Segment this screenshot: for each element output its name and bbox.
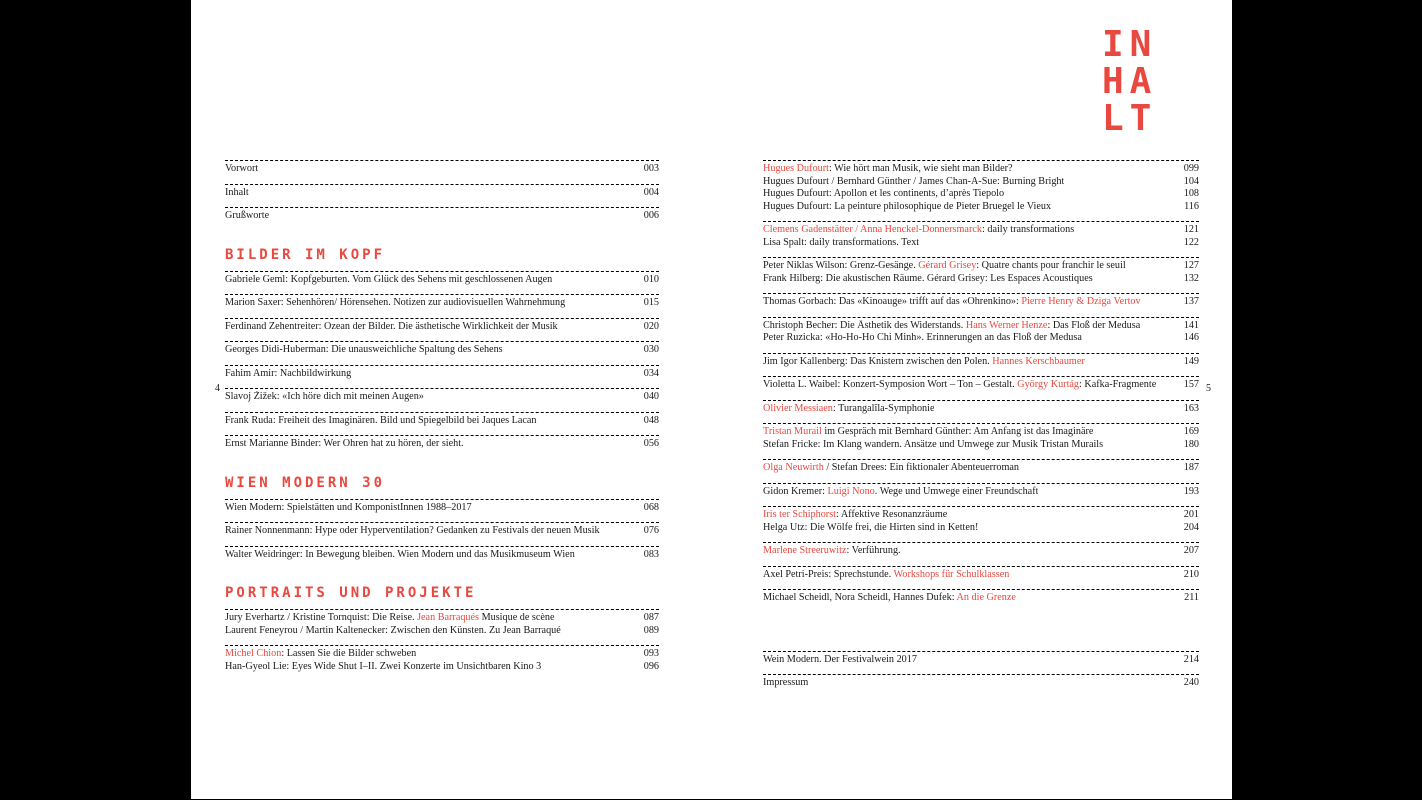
toc-entry — [225, 612, 659, 625]
page-number: 093 — [643, 648, 659, 659]
toc-entry — [225, 368, 659, 381]
entry-title — [763, 296, 1141, 309]
toc-entry — [225, 438, 659, 451]
toc-entry — [225, 321, 659, 334]
entry-title — [763, 592, 1016, 605]
logo-line-2: HA — [1102, 61, 1158, 102]
page-number: 193 — [1183, 485, 1199, 497]
entry-text: Laurent Feneyrou / Martin Kaltenecker: Zwischen den Künsten. Zu Jean Barraqué — [225, 624, 561, 636]
entry-title — [225, 163, 258, 176]
page-number: 004 — [643, 186, 659, 198]
highlighted-name: Clemens Gadenstätter / Anna Henckel-Donnersmarck — [763, 224, 982, 235]
entry-title — [225, 297, 565, 310]
entry-text: Michael Scheidl, Nora Scheidl, Hannes Dufek: — [763, 592, 957, 603]
toc-group — [225, 184, 659, 200]
page-number: 180 — [1183, 438, 1199, 450]
entry-text: im Gespräch mit Bernhard Günther: Am Anfang ist das Imaginäre — [821, 426, 1094, 437]
highlighted-name: Hugues Dufourt — [763, 163, 829, 174]
entry-title — [763, 509, 947, 522]
page-number: 104 — [1183, 175, 1199, 187]
entry-title — [763, 163, 1013, 176]
page-number: 076 — [643, 525, 659, 536]
toc-group — [225, 294, 659, 310]
highlighted-name: Michel Chion — [225, 648, 282, 659]
toc-entry — [763, 426, 1199, 439]
toc-entry — [763, 332, 1199, 345]
toc-group — [763, 651, 1199, 667]
entry-text: Ernst Marianne Binder: Wer Ohren hat zu hören, der sieht. — [225, 438, 464, 449]
page-number: 083 — [643, 548, 659, 560]
toc-entry — [225, 415, 659, 428]
page-number: 122 — [1183, 236, 1199, 248]
entry-title — [763, 654, 917, 667]
entry-title — [763, 439, 1103, 452]
toc-group — [763, 317, 1199, 345]
entry-title — [763, 176, 1064, 189]
entry-title — [763, 569, 1009, 582]
highlighted-name: Olga Neuwirth — [763, 462, 824, 473]
entry-text: Georges Didi-Huberman: Die unausweichliche Spaltung des Sehens — [225, 344, 503, 355]
toc-group — [225, 522, 659, 538]
section-heading: WIEN MODERN 30 — [225, 474, 386, 491]
entry-title — [225, 415, 537, 428]
entry-title — [763, 545, 901, 558]
entry-text: Wein Modern. Der Festivalwein 2017 — [763, 653, 917, 665]
highlighted-name: An die Grenze — [956, 592, 1016, 603]
section-heading: PORTRAITS UND PROJEKTE — [225, 585, 477, 601]
toc-entry — [763, 163, 1199, 176]
page-number-right: 5 — [1206, 383, 1211, 394]
page-number: 210 — [1183, 568, 1199, 580]
toc-group — [225, 609, 659, 637]
toc-entry — [763, 379, 1199, 392]
entry-title — [763, 379, 1156, 392]
entry-text: Frank Ruda: Freiheit des Imaginären. Bild und Spiegelbild bei Jaques Lacan — [225, 414, 537, 426]
entry-text: Rainer Nonnenmann: Hype oder Hyperventilation? Gedanken zu Festivals der neuen Musik — [225, 525, 600, 536]
page-number: 068 — [643, 501, 659, 513]
entry-text: Jim Igor Kallenberg: Das Knistern zwischen den Polen. — [763, 355, 993, 367]
highlighted-name: Marlene Streeruwitz — [763, 545, 847, 556]
page-number: 141 — [1183, 319, 1199, 331]
toc-entry — [225, 549, 659, 562]
page-number: 149 — [1183, 355, 1199, 367]
page-number: 146 — [1183, 332, 1199, 343]
entry-title — [763, 224, 1074, 237]
toc-group — [763, 423, 1199, 451]
entry-text: Hugues Dufourt: La peinture philosophique de Pieter Bruegel le Vieux — [763, 200, 1052, 212]
page-number: 034 — [643, 367, 659, 379]
toc-entry — [763, 677, 1199, 690]
toc-group — [225, 546, 659, 562]
toc-entry — [763, 188, 1199, 201]
entry-text: : Verführung. — [846, 545, 901, 556]
entry-title — [763, 403, 934, 416]
page-number: 137 — [1183, 296, 1199, 307]
entry-title — [225, 661, 541, 674]
entry-text: Impressum — [763, 677, 809, 688]
toc-entry — [763, 654, 1199, 667]
page-number-left: 4 — [215, 383, 220, 394]
page-number: 157 — [1183, 379, 1199, 390]
entry-title — [763, 201, 1051, 214]
page-number: 132 — [1183, 272, 1199, 284]
entry-text: Musique de scène — [479, 612, 555, 623]
toc-group — [763, 400, 1199, 416]
toc-entry — [763, 462, 1199, 475]
page-number: 121 — [1183, 224, 1199, 235]
entry-title — [225, 368, 351, 381]
page-number: 169 — [1183, 426, 1199, 437]
highlighted-name: Hannes Kerschbaumer — [992, 355, 1085, 367]
entry-title — [225, 549, 575, 562]
entry-text: . Wege und Umwege einer Freundschaft — [874, 485, 1039, 497]
toc-entry — [225, 163, 659, 176]
toc-group — [225, 271, 659, 287]
toc-group — [763, 566, 1199, 582]
toc-entry — [225, 625, 659, 638]
page-number: 240 — [1183, 677, 1199, 688]
entry-text: Vorwort — [225, 163, 259, 174]
entry-title — [225, 502, 472, 515]
page-number: 030 — [643, 344, 659, 355]
entry-text: : daily transformations — [981, 224, 1075, 235]
section-gap — [763, 613, 1199, 651]
highlighted-name: Pierre Henry & Dziga Vertov — [1021, 296, 1141, 307]
entry-text: Grußworte — [225, 210, 270, 221]
page-number: 020 — [643, 320, 659, 332]
logo-line-3: LT — [1102, 98, 1158, 139]
page-number: 099 — [1183, 163, 1199, 174]
toc-entry — [225, 344, 659, 357]
entry-title — [763, 273, 1093, 286]
entry-text: : Kafka-Fragmente — [1079, 379, 1157, 390]
highlighted-name: Gérard Grisey — [918, 260, 977, 271]
toc-entry — [763, 522, 1199, 535]
toc-entry — [763, 201, 1199, 214]
toc-entry — [763, 273, 1199, 286]
entry-text: Fahim Amir: Nachbildwirkung — [225, 367, 352, 379]
entry-text: Axel Petri-Preis: Sprechstunde. — [763, 568, 894, 580]
entry-title — [225, 625, 561, 638]
entry-title — [763, 332, 1082, 345]
toc-entry — [763, 296, 1199, 309]
toc-entry — [225, 391, 659, 404]
toc-entry — [763, 439, 1199, 452]
toc-entry — [225, 297, 659, 310]
toc-left-column — [225, 160, 659, 681]
entry-title — [225, 648, 416, 661]
highlighted-name: Iris ter Schiphorst — [763, 509, 836, 520]
entry-text: Han-Gyeol Lie: Eyes Wide Shut I–II. Zwei Konzerte im Unsichtbaren Kino 3 — [225, 660, 542, 672]
entry-text: Hugues Dufourt / Bernhard Günther / James Chan-A-Sue: Burning Bright — [763, 175, 1065, 187]
entry-title — [763, 320, 1140, 333]
entry-text: Gidon Kremer: — [763, 485, 828, 497]
toc-group — [225, 412, 659, 428]
toc-entry — [225, 210, 659, 223]
entry-title — [763, 188, 1004, 201]
inhalt-logo — [1102, 26, 1157, 137]
page-number: 187 — [1183, 462, 1199, 473]
entry-text: : Wie hört man Musik, wie sieht man Bilder? — [828, 163, 1013, 174]
entry-text: : Quatre chants pour franchir le seuil — [976, 260, 1126, 271]
entry-text: Thomas Gorbach: Das «Kinoauge» trifft auf das «Ohrenkino»: — [763, 296, 1022, 307]
toc-entry — [763, 545, 1199, 558]
entry-title — [225, 438, 464, 451]
highlighted-name: Olivier Messiaen — [763, 402, 833, 414]
entry-title — [763, 677, 808, 690]
highlighted-name: György Kurtág — [1017, 379, 1080, 390]
toc-entry — [763, 509, 1199, 522]
toc-group — [763, 506, 1199, 534]
entry-text: Marion Saxer: Sehenhören/ Hörensehen. Notizen zur audiovisuellen Wahrnehmung — [225, 297, 566, 308]
logo-line-1: IN — [1102, 24, 1158, 65]
entry-text: Helga Utz: Die Wölfe frei, die Hirten sind in Ketten! — [763, 521, 979, 533]
entry-text: Peter Ruzicka: «Ho-Ho-Ho Chi Minh». Erinnerungen an das Floß der Medusa — [763, 332, 1082, 343]
entry-title — [225, 612, 555, 625]
toc-group — [225, 160, 659, 176]
page-number: 015 — [643, 297, 659, 308]
entry-text: Stefan Fricke: Im Klang wandern. Ansätze und Umwege zur Musik Tristan Murails — [763, 438, 1104, 450]
entry-text: / Stefan Drees: Ein fiktionaler Abenteuerroman — [823, 462, 1020, 473]
entry-title — [225, 525, 600, 538]
entry-text: Wien Modern: Spielstätten und KomponistInnen 1988–2017 — [225, 501, 472, 513]
entry-text: : Turangalîla-Symphonie — [832, 402, 935, 414]
toc-group — [763, 221, 1199, 249]
toc-entry — [763, 356, 1199, 369]
toc-group — [225, 435, 659, 451]
page-number: 089 — [643, 624, 659, 636]
toc-entry — [225, 661, 659, 674]
toc-group — [225, 499, 659, 515]
page-number: 163 — [1183, 402, 1199, 414]
toc-group — [225, 207, 659, 223]
page-number: 204 — [1183, 521, 1199, 533]
toc-entry — [763, 569, 1199, 582]
entry-title — [225, 344, 503, 357]
page-number: 116 — [1184, 200, 1199, 212]
toc-entry — [225, 648, 659, 661]
entry-text: Slavoj Žižek: «Ich höre dich mit meinen Augen» — [225, 391, 424, 402]
toc-entry — [763, 592, 1199, 605]
toc-group — [225, 341, 659, 357]
page-number: 207 — [1183, 545, 1199, 556]
highlighted-name: Hans Werner Henze — [965, 319, 1048, 331]
entry-text: Peter Niklas Wilson: Grenz-Gesänge. — [763, 260, 919, 271]
entry-title — [763, 356, 1085, 369]
book-spread — [191, 0, 1232, 799]
toc-group — [225, 365, 659, 381]
page-number: 040 — [643, 391, 659, 402]
entry-title — [225, 321, 558, 334]
entry-text: : Lassen Sie die Bilder schweben — [281, 648, 417, 659]
entry-text: Hugues Dufourt: Apollon et les continents, d’après Tiepolo — [763, 188, 1005, 199]
toc-entry — [225, 525, 659, 538]
entry-title — [225, 187, 249, 200]
highlighted-name: Jean Barraqués — [417, 612, 480, 623]
entry-title — [763, 486, 1038, 499]
toc-group — [763, 542, 1199, 558]
entry-title — [763, 522, 978, 535]
toc-group — [763, 483, 1199, 499]
toc-group — [763, 459, 1199, 475]
entry-title — [763, 260, 1126, 273]
page-number: 006 — [643, 210, 659, 221]
entry-title — [763, 426, 1093, 439]
entry-text: : Affektive Resonanzräume — [836, 509, 948, 520]
entry-title — [763, 462, 1019, 475]
entry-title — [763, 237, 919, 250]
page-number: 201 — [1183, 509, 1199, 520]
entry-text: Walter Weidringer: In Bewegung bleiben. Wien Modern und das Musikmuseum Wien — [225, 548, 575, 560]
entry-text: Lisa Spalt: daily transformations. Text — [763, 236, 920, 248]
entry-title — [225, 274, 552, 287]
page-number: 108 — [1183, 188, 1199, 199]
toc-group — [225, 645, 659, 673]
toc-entry — [763, 237, 1199, 250]
toc-right-column — [763, 160, 1199, 698]
page-number: 087 — [643, 612, 659, 623]
entry-text: Jury Everhartz / Kristine Tornquist: Die Reise. — [225, 612, 418, 623]
entry-text: Frank Hilberg: Die akustischen Räume. Gérard Grisey: Les Espaces Acoustiques — [763, 272, 1093, 284]
entry-text: Inhalt — [225, 186, 249, 198]
page-number: 048 — [643, 414, 659, 426]
page-number: 127 — [1183, 260, 1199, 271]
page-number: 003 — [643, 163, 659, 174]
toc-entry — [225, 274, 659, 287]
toc-entry — [225, 502, 659, 515]
toc-entry — [763, 260, 1199, 273]
entry-text: Gabriele Geml: Kopfgeburten. Vom Glück des Sehens mit geschlossenen Augen — [225, 273, 553, 285]
toc-group — [225, 318, 659, 334]
page-number: 211 — [1184, 592, 1199, 603]
entry-title — [225, 391, 424, 404]
page-number: 056 — [643, 438, 659, 449]
toc-group — [763, 674, 1199, 690]
entry-text: : Das Floß der Medusa — [1047, 319, 1141, 331]
toc-group — [763, 257, 1199, 285]
highlighted-name: Luigi Nono — [827, 485, 875, 497]
entry-title — [225, 210, 269, 223]
toc-entry — [763, 486, 1199, 499]
highlighted-name: Workshops für Schulklassen — [893, 568, 1010, 580]
entry-text: Violetta L. Waibel: Konzert-Symposion Wort – Ton – Gestalt. — [763, 379, 1018, 390]
toc-entry — [225, 187, 659, 200]
toc-group — [763, 376, 1199, 392]
page-number: 096 — [643, 660, 659, 672]
toc-group — [763, 160, 1199, 213]
highlighted-name: Tristan Murail — [763, 426, 822, 437]
entry-text: Ferdinand Zehentreiter: Ozean der Bilder. Die ästhetische Wirklichkeit der Musik — [225, 320, 558, 332]
toc-entry — [763, 320, 1199, 333]
toc-group — [225, 388, 659, 404]
toc-group — [763, 353, 1199, 369]
toc-group — [763, 293, 1199, 309]
toc-entry — [763, 176, 1199, 189]
page-number: 214 — [1183, 653, 1199, 665]
page-number: 010 — [643, 273, 659, 285]
toc-entry — [763, 403, 1199, 416]
toc-group — [763, 589, 1199, 605]
section-heading: BILDER IM KOPF — [225, 246, 386, 263]
entry-text: Christoph Becher: Die Ästhetik des Widerstands. — [763, 319, 966, 331]
toc-entry — [763, 224, 1199, 237]
